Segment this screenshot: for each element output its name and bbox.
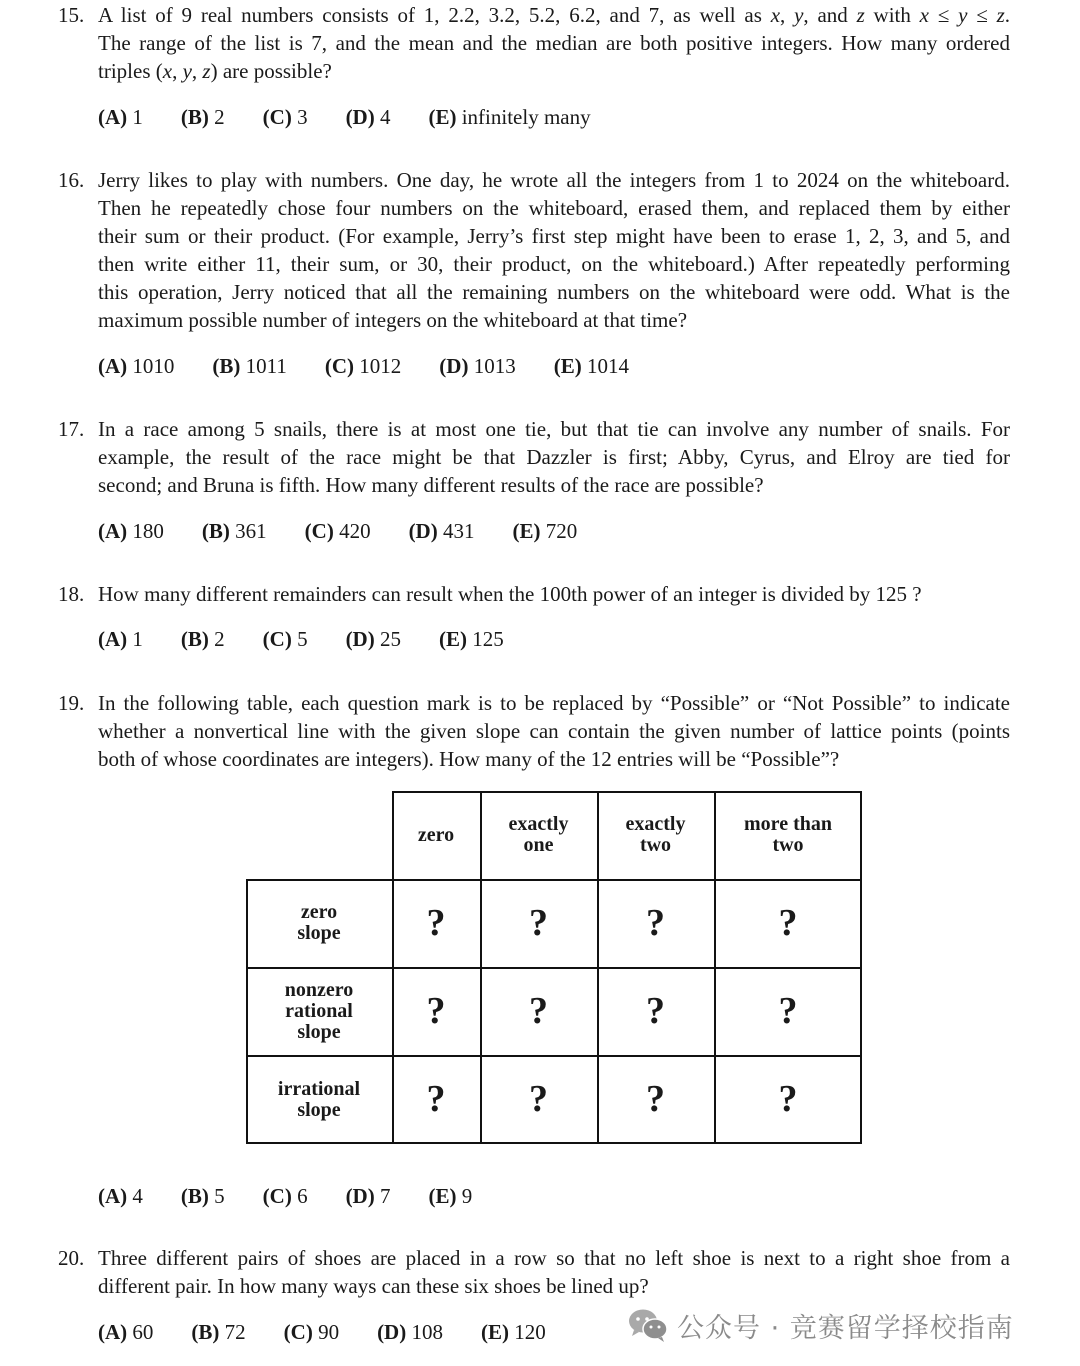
choice-value: 1	[132, 105, 143, 129]
choice-value: 1010	[132, 354, 175, 378]
question-mark-cell: ?	[529, 901, 548, 944]
choice-label: (B)	[180, 627, 209, 651]
choice-value: 60	[132, 1320, 154, 1344]
answer-choice	[181, 103, 225, 131]
answer-choices	[98, 352, 667, 380]
choice-label: (C)	[262, 105, 292, 129]
answer-choices	[98, 1318, 584, 1346]
choice-label: (A)	[98, 354, 128, 378]
problem-number: 15.	[58, 3, 85, 27]
choice-label: (A)	[98, 519, 128, 543]
choice-value: 1011	[245, 354, 287, 378]
header-text	[297, 902, 340, 944]
answer-choice	[481, 1318, 546, 1346]
watermark-text: 公众号 · 竞赛留学择校指南	[677, 1312, 1014, 1344]
choice-label: (E)	[428, 105, 457, 129]
choice-label: (C)	[283, 1320, 313, 1344]
header-text	[278, 1079, 360, 1121]
answer-choice	[409, 517, 475, 545]
choice-value: 108	[411, 1320, 443, 1344]
text-line: example, the result of the race might be that Dazzler is first; Abby, Cyrus, and Elroy are tied for	[98, 445, 1010, 469]
answer-choice	[98, 517, 164, 545]
column-header	[597, 791, 714, 879]
choice-label: (C)	[262, 627, 292, 651]
choice-value: 1014	[586, 354, 629, 378]
question-mark-cell: ?	[426, 989, 446, 1032]
choice-value: 2	[214, 627, 225, 651]
answer-choice	[325, 352, 401, 380]
choice-label: (E)	[438, 627, 467, 651]
answer-choice	[428, 103, 590, 131]
choice-label: (D)	[408, 519, 438, 543]
text-line: How many different remainders can result when the 100th power of an integer is divided by 125 ?	[98, 582, 922, 606]
header-text	[744, 814, 832, 856]
question-mark-cell: ?	[778, 989, 798, 1032]
header-line: exactly	[508, 813, 569, 835]
choice-value: 3	[297, 105, 308, 129]
answer-choice	[98, 625, 143, 653]
header-line: slope	[297, 1098, 341, 1121]
choice-value: 1	[132, 627, 143, 651]
header-line: slope	[297, 1020, 341, 1043]
problem-text	[98, 689, 1010, 773]
text-line: The range of the list is 7, and the mean and the median are both positive integers. How many ordered	[98, 31, 1010, 55]
text-line: their sum or their product. (For example, Jerry’s first step might have been to erase 1, 2, 3, and 5, and	[98, 224, 1010, 248]
text-line: In a race among 5 snails, there is at most one tie, but that tie can involve any number of snails. For	[98, 417, 1010, 441]
choice-value: 180	[132, 519, 164, 543]
choice-label: (E)	[553, 354, 582, 378]
choice-label: (E)	[480, 1320, 509, 1344]
text-line: second; and Bruna is fifth. How many different results of the race are possible?	[98, 473, 764, 497]
column-header	[392, 791, 480, 879]
choice-value: 5	[214, 1184, 225, 1208]
answer-choice	[212, 352, 286, 380]
answer-choices	[98, 625, 542, 653]
header-line: one	[523, 834, 554, 856]
answer-choice	[98, 1318, 153, 1346]
text-line: Then he repeatedly chose four numbers on the whiteboard, erased them, and replaced them by either	[98, 196, 1010, 220]
header-line: slope	[297, 922, 341, 944]
answer-choice	[263, 103, 308, 131]
header-line: zero	[417, 823, 455, 846]
text-line: different pair. In how many ways can these six shoes be lined up?	[98, 1274, 649, 1298]
choice-value: 120	[514, 1320, 546, 1344]
text-line: A list of 9 real numbers consists of 1, 2.2, 3.2, 5.2, 6.2, and 7, as well as x, y, and z with x ≤ y ≤ z.	[98, 3, 1011, 27]
question-mark-cell: ?	[529, 1078, 548, 1120]
answer-choice	[263, 1182, 308, 1210]
text-line: In the following table, each question mark is to be replaced by “Possible” or “Not Possible” to indicate	[98, 691, 1010, 715]
column-header	[714, 791, 862, 879]
answer-choice	[284, 1318, 339, 1346]
choice-label: (B)	[201, 519, 230, 543]
header-line: irrational	[277, 1077, 361, 1100]
choice-label: (A)	[98, 1184, 128, 1208]
answer-choices	[98, 517, 615, 545]
choice-value: 72	[224, 1320, 246, 1344]
choice-value: 1012	[359, 354, 402, 378]
problem-number: 19.	[58, 691, 85, 715]
choice-label: (C)	[304, 519, 334, 543]
question-mark-cell: ?	[646, 901, 665, 944]
header-text	[285, 980, 354, 1043]
wechat-icon	[627, 1307, 669, 1343]
header-line: rational	[285, 999, 353, 1022]
answer-choice	[191, 1318, 245, 1346]
choice-value: 2	[214, 105, 225, 129]
header-line: zero	[300, 901, 338, 923]
problem-number: 16.	[58, 168, 85, 192]
question-mark-cell: ?	[778, 1078, 798, 1120]
answer-choice	[512, 517, 577, 545]
answer-choice	[346, 625, 401, 653]
text-line: Jerry likes to play with numbers. One day, he wrote all the integers from 1 to 2024 on the whiteboard.	[98, 168, 1010, 192]
answer-choice	[439, 625, 504, 653]
text-line: Three different pairs of shoes are placed in a row so that no left shoe is next to a right shoe from a	[98, 1246, 1010, 1270]
question-mark-cell: ?	[646, 989, 665, 1032]
choice-label: (D)	[377, 1320, 407, 1344]
answer-choice	[346, 103, 391, 131]
watermark	[627, 1305, 1014, 1345]
answer-choice	[202, 517, 267, 545]
answer-choice	[181, 1182, 225, 1210]
header-text	[418, 825, 454, 846]
choice-value: 4	[132, 1184, 143, 1208]
choice-label: (C)	[324, 354, 355, 378]
question-mark-cell: ?	[646, 1078, 665, 1120]
choice-value: 431	[442, 519, 475, 543]
choice-value: 6	[297, 1184, 308, 1208]
answer-choice	[377, 1318, 443, 1346]
choice-value: 361	[235, 519, 267, 543]
header-line: more than	[744, 813, 832, 835]
choice-label: (A)	[98, 105, 128, 129]
row-header	[246, 879, 392, 967]
choice-label: (E)	[512, 519, 541, 543]
choice-value: 90	[318, 1320, 340, 1344]
text-line: this operation, Jerry noticed that all the remaining numbers on the whiteboard were odd. What is the	[98, 280, 1010, 304]
choice-value: 5	[297, 627, 308, 651]
answer-choice	[439, 352, 515, 380]
answer-choice	[181, 625, 225, 653]
text-line: maximum possible number of integers on the whiteboard at that time?	[98, 308, 688, 332]
choice-value: infinitely many	[461, 105, 591, 129]
question-mark-cell: ?	[426, 1078, 446, 1120]
choice-label: (B)	[180, 105, 209, 129]
problem-number: 20.	[58, 1246, 85, 1270]
problem-text	[98, 166, 1010, 334]
column-header	[480, 791, 597, 879]
choice-label: (E)	[428, 1184, 457, 1208]
choice-value: 25	[379, 627, 401, 651]
choice-value: 7	[379, 1184, 391, 1208]
answer-choice	[98, 1182, 143, 1210]
problem-text	[98, 580, 1010, 608]
choice-label: (B)	[191, 1320, 220, 1344]
problem-text	[98, 1244, 1010, 1300]
choice-label: (D)	[345, 105, 375, 129]
choice-label: (D)	[345, 627, 375, 651]
question-mark-cell: ?	[529, 989, 548, 1032]
row-header	[246, 967, 392, 1055]
choice-value: 9	[461, 1184, 473, 1208]
lattice-points-table	[246, 791, 862, 1144]
choice-label: (A)	[98, 1320, 128, 1344]
header-text	[509, 814, 569, 856]
choice-value: 125	[472, 627, 504, 651]
choice-label: (A)	[98, 627, 128, 651]
answer-choice	[554, 352, 629, 380]
choice-value: 1013	[473, 354, 516, 378]
answer-choice	[98, 352, 174, 380]
choice-value: 420	[339, 519, 371, 543]
header-line: exactly	[625, 813, 686, 835]
text-line: triples (x, y, z) are possible?	[98, 59, 332, 83]
choice-label: (D)	[439, 354, 469, 378]
header-text	[626, 814, 686, 856]
choice-label: (D)	[345, 1184, 375, 1208]
answer-choice	[98, 103, 143, 131]
choice-value: 4	[379, 105, 391, 129]
choice-label: (B)	[180, 1184, 209, 1208]
text-line: whether a nonvertical line with the given slope can contain the given number of lattice points (points	[98, 719, 1010, 743]
question-mark-cell: ?	[778, 901, 798, 944]
question-mark-cell: ?	[426, 901, 446, 944]
answer-choices	[98, 103, 629, 131]
problem-text	[98, 415, 1010, 499]
row-header	[246, 1055, 392, 1144]
header-line: two	[772, 834, 804, 856]
answer-choice	[305, 517, 371, 545]
header-line: two	[639, 834, 672, 856]
answer-choice	[263, 625, 308, 653]
problem-text	[98, 1, 1010, 85]
text-line: then write either 11, their sum, or 30, their product, on the whiteboard.) After repeatedly performing	[98, 252, 1010, 276]
problem-number: 17.	[58, 417, 85, 441]
text-line: both of whose coordinates are integers). How many of the 12 entries will be “Possible”?	[98, 747, 840, 771]
answer-choice	[428, 1182, 472, 1210]
choice-value: 720	[545, 519, 578, 543]
answer-choice	[346, 1182, 391, 1210]
header-line: nonzero	[284, 978, 354, 1001]
choice-label: (B)	[212, 354, 241, 378]
answer-choices	[98, 1182, 510, 1210]
problem-number: 18.	[58, 582, 85, 606]
choice-label: (C)	[262, 1184, 292, 1208]
